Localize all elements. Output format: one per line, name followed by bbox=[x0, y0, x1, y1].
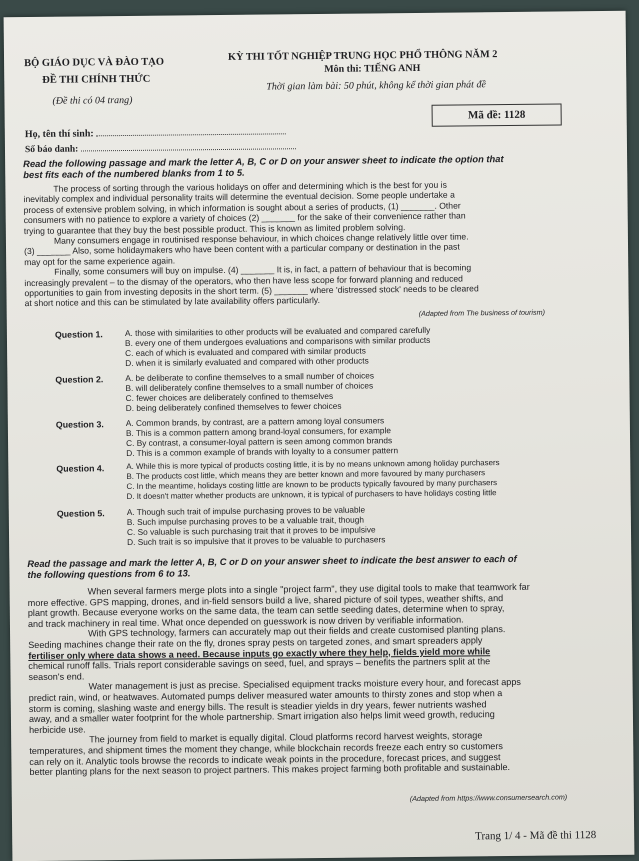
page-footer: Trang 1/ 4 - Mã đề thi 1128 bbox=[475, 829, 597, 843]
passage-line: The process of sorting through the various holidays on offer and determining which is the best for you is bbox=[53, 179, 447, 194]
exam-title: KỲ THI TỐT NGHIỆP TRUNG HỌC PHỔ THÔNG NĂM 2 bbox=[227, 49, 498, 63]
passage-2-source: (Adapted from https://www.consumersearch.com) bbox=[409, 792, 568, 804]
option-b[interactable]: B. This is a common pattern among brand-loyal consumers, for example bbox=[125, 425, 392, 439]
candidate-name-label: Họ, tên thí sinh: bbox=[24, 128, 94, 141]
option-d[interactable]: D. being deliberately confined themselves to fewer choices bbox=[125, 400, 342, 414]
section1-instruction-line1: Read the following passage and mark the letter A, B, C or D on your answer sheet to indicate the option that bbox=[23, 153, 504, 170]
option-d[interactable]: D. This is a common example of brands with loyalty to a consumer pattern bbox=[126, 445, 399, 459]
passage-1 bbox=[23, 178, 574, 309]
subject: Môn thi: TIẾNG ANH bbox=[324, 62, 421, 75]
passage-line: trying to guarantee that they buy the best possible product. This is known as limited problem solving. bbox=[23, 221, 406, 236]
passage-line: at short notice and this can be stimulated by late availability offers particularly. bbox=[24, 295, 321, 309]
passage-line: increasingly prevalent – to the dismay of the operators, who then have less scope for forward planning and reduced bbox=[24, 273, 463, 288]
option-b[interactable]: B. The products cost little, which means they are better known and more favoured by many purchasers bbox=[126, 468, 486, 482]
question-label: Question 5. bbox=[56, 508, 105, 519]
option-a[interactable]: A. While this is more typical of products costing little, it is by no means unknown among holiday purchasers bbox=[126, 458, 500, 472]
option-c[interactable]: C. So valuable is such purchasing trait that it proves to be impulsive bbox=[126, 524, 376, 538]
passage-line: consumers with no patience to explore a variety of choices (2) _______ for the sake of their convenience rather than bbox=[23, 210, 466, 226]
option-c[interactable]: C. each of which is evaluated and compared with similar products bbox=[125, 345, 366, 359]
passage-line: Seeding machines change their rate on the fly, drones spray pests on targeted zones, and smart spreaders apply bbox=[28, 635, 483, 651]
passage-line: process of extensive problem solving, in which information is sought about a series of products, (1) _______. Other bbox=[23, 200, 461, 215]
passage-line: Many consumers engage in routinised response behaviour, in which choices change relatively little over time. bbox=[53, 231, 469, 246]
option-a[interactable]: A. be deliberate to confine themselves to a small number of choices bbox=[125, 370, 375, 384]
option-b[interactable]: B. will deliberately confine themselves to a small number of choices bbox=[125, 380, 374, 394]
option-a[interactable]: A. Common brands, by contrast, are a pattern among loyal consumers bbox=[125, 415, 385, 429]
question-label: Question 4. bbox=[56, 463, 105, 474]
option-c[interactable]: C. By contrast, a consumer-loyal pattern is seen among common brands bbox=[126, 435, 393, 449]
passage-line: opportunities to gain from investing deposits in the short term. (5) _______ where 'distressed stock' needs to be cleared bbox=[24, 283, 479, 299]
section2-instruction-line2: the following questions from 6 to 13. bbox=[27, 567, 191, 581]
passage-2 bbox=[28, 581, 582, 777]
option-b[interactable]: B. every one of them undergoes evaluations and comparisons with similar products bbox=[124, 334, 431, 349]
option-c[interactable]: C. fewer choices are deliberately confined to themselves bbox=[125, 390, 334, 404]
passage-1-source: (Adapted from The business of tourism) bbox=[418, 307, 545, 318]
id-dots bbox=[81, 139, 296, 151]
passage-line: herbicide use. bbox=[29, 724, 86, 735]
question-label: Question 3. bbox=[55, 419, 104, 430]
passage-line: fertiliser only where data shows a need. Because inputs go exactly where they help, fields yield more while bbox=[28, 645, 491, 661]
candidate-id-label: Số báo danh: bbox=[24, 144, 79, 156]
passage-line: With GPS technology, farmers can accurately map out their fields and create customised planting plans. bbox=[88, 624, 506, 639]
option-b[interactable]: B. Such impulse purchasing proves to be a valuable trait, though bbox=[126, 514, 365, 528]
time-note: Thời gian làm bài: 50 phút, không kể thời gian phát đề bbox=[266, 79, 486, 93]
candidate-name-field bbox=[25, 124, 287, 140]
passage-line: away, and a smaller water footprint for the whole partnership. Smart irrigation also helps limit weed growth, reducing bbox=[28, 709, 495, 725]
passage-line: When several farmers merge plots into a single "project farm", they use digital tools to make that teamwork far bbox=[87, 581, 530, 597]
option-a[interactable]: A. those with similarities to other products will be evaluated and compared carefully bbox=[124, 324, 431, 339]
passage-line: better planting plans for the next season to project partners. This makes project farming both profitable and sustainable. bbox=[29, 762, 511, 778]
question-label: Question 2. bbox=[55, 374, 104, 385]
section2-instruction-line1: Read the passage and mark the letter A, B, C or D on your answer sheet to indicate the best answer to each of bbox=[27, 552, 517, 570]
passage-line: storm is coming, slashing waste and energy bills. The result is steadier yields in dry years, fewer nutrients washed bbox=[28, 698, 487, 714]
passage-line: inevitably complex and individual personality traits will determine the eventual decision. Some people undertake a bbox=[23, 189, 455, 205]
name-dots bbox=[96, 124, 286, 136]
official-label: ĐỀ THI CHÍNH THỨC bbox=[42, 73, 151, 86]
passage-line: The journey from field to market is equally digital. Cloud platforms record harvest weights, storage bbox=[89, 730, 483, 745]
passage-line: (3) _______ Also, some holidaymakers who have been content with a particular company or destination in the past bbox=[23, 241, 460, 257]
option-d[interactable]: D. Such trait is so impulsive that it proves to be valuable to purchasers bbox=[127, 534, 386, 548]
option-a[interactable]: A. Though such trait of impulse purchasing proves to be valuable bbox=[126, 504, 366, 518]
question-label: Question 1. bbox=[54, 329, 103, 340]
passage-line: Finally, some consumers will buy on impulse. (4) _______ It is, in fact, a pattern of behaviour that is becoming bbox=[54, 262, 472, 278]
option-d[interactable]: D. when it is similarly evaluated and compared with other products bbox=[125, 355, 369, 369]
passage-line: predict rain, wind, or heatwaves. Automated pumps deliver measured water amounts to thirsty zones and stop when a bbox=[28, 688, 503, 703]
passage-line: chemical runoff falls. Trials report considerable savings on seed, fuel, and sprays – benefits the partners split at the bbox=[28, 656, 491, 672]
passage-line: and track machinery in real time. What once depended on guesswork is now driven by verifiable information. bbox=[27, 614, 464, 629]
passage-line: more effective. GPS mapping, drones, and in-field sensors build a live, shared picture of soil types, weather shifts, and bbox=[27, 592, 504, 608]
passage-line: Water management is just as precise. Specialised equipment tracks moisture every hour, and forecast apps bbox=[88, 677, 521, 692]
passage-line: temperatures, and shipment times the moment they change, while blockchain records freeze each entry so customers bbox=[29, 740, 503, 756]
passage-line: season's end. bbox=[28, 671, 85, 682]
pages-note: (Đề thi có 04 trang) bbox=[52, 94, 133, 107]
passage-line: may opt for the same experience again. bbox=[24, 255, 176, 267]
ministry-name: BỘ GIÁO DỤC VÀ ĐÀO TẠO bbox=[24, 56, 165, 70]
exam-paper bbox=[4, 11, 635, 861]
option-d[interactable]: D. It doesn't matter whether products are unknown, it is typical of purchasers to have holidays costing little bbox=[126, 488, 497, 502]
passage-line: can rely on it. Analytic tools browse the records to indicate weak points in the procedure, forecast prices, and suggest bbox=[29, 751, 501, 767]
passage-line: plant growth. Because everyone works on the same data, the team can settle seeding dates, determine when to spray, bbox=[27, 603, 505, 619]
candidate-id-field bbox=[25, 139, 296, 155]
exam-code-box: Mã đề: 1128 bbox=[432, 103, 562, 126]
option-c[interactable]: C. In the meantime, holidays costing little are known to be products typically favoured by many purchasers bbox=[126, 478, 498, 492]
section1-instruction-line2: best fits each of the numbered blanks from 1 to 5. bbox=[23, 166, 245, 181]
